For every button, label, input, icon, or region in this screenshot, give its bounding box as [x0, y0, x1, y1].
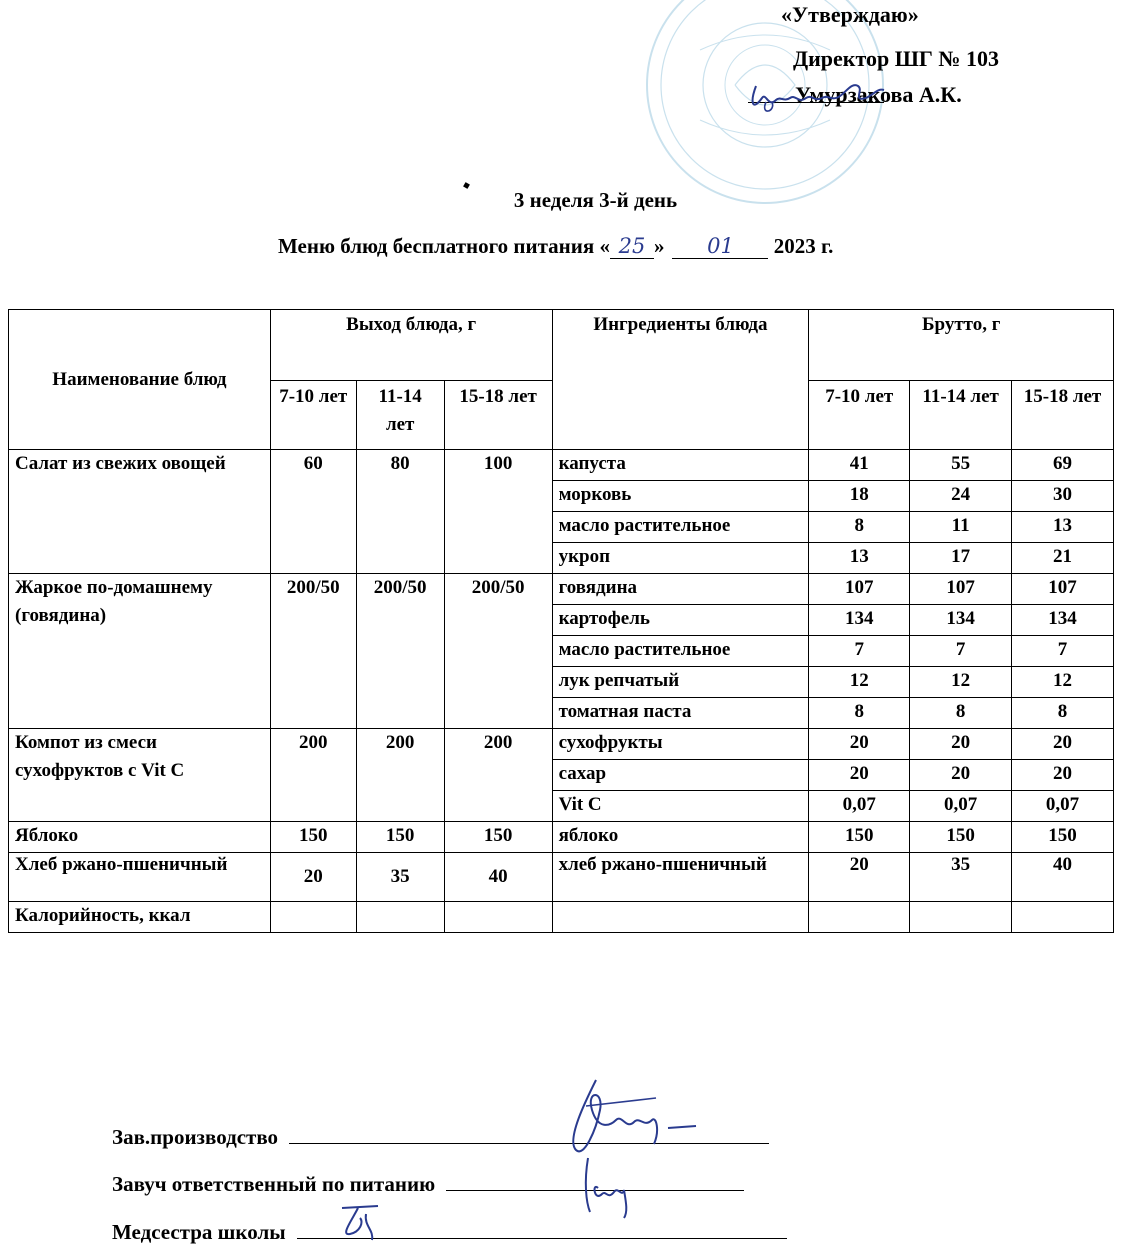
ingredient-name: лук репчатый — [552, 667, 809, 698]
brutto-value: 20 — [1012, 760, 1114, 791]
brutto-value: 107 — [809, 574, 910, 605]
calories-cell — [1012, 902, 1114, 933]
dish-name: Яблоко — [9, 822, 271, 853]
dish-output: 20 — [270, 853, 356, 902]
brutto-value: 12 — [910, 667, 1012, 698]
dish-output: 200/50 — [356, 574, 444, 729]
brutto-value: 30 — [1012, 481, 1114, 512]
header-dish-name: Наименование блюд — [9, 310, 271, 450]
brutto-value: 55 — [910, 450, 1012, 481]
nurse-signature — [330, 1200, 390, 1245]
table-row — [9, 729, 1114, 760]
brutto-value: 20 — [1012, 729, 1114, 760]
ingredient-name: масло растительное — [552, 636, 809, 667]
brutto-value: 40 — [1012, 853, 1114, 902]
brutto-value: 20 — [809, 729, 910, 760]
dish-output: 150 — [270, 822, 356, 853]
brutto-value: 8 — [809, 698, 910, 729]
calories-cell — [910, 902, 1012, 933]
menu-day-field: 25 — [610, 234, 654, 259]
brutto-value: 0,07 — [1012, 791, 1114, 822]
brutto-value: 0,07 — [910, 791, 1012, 822]
header-brutto-age-3: 15-18 лет — [1012, 381, 1114, 450]
header-output-age-3: 15-18 лет — [444, 381, 552, 450]
brutto-value: 41 — [809, 450, 910, 481]
brutto-value: 20 — [910, 760, 1012, 791]
header-output: Выход блюда, г — [270, 310, 552, 381]
header-ingredients: Ингредиенты блюда — [552, 310, 809, 450]
brutto-value: 12 — [809, 667, 910, 698]
brutto-value: 69 — [1012, 450, 1114, 481]
footer-head-teacher-line — [112, 1172, 744, 1197]
calories-cell — [356, 902, 444, 933]
menu-title-prefix: Меню блюд бесплатного питания « — [278, 234, 610, 258]
brutto-value: 7 — [1012, 636, 1114, 667]
dish-output: 150 — [356, 822, 444, 853]
brutto-value: 134 — [809, 605, 910, 636]
brutto-value: 8 — [809, 512, 910, 543]
brutto-value: 150 — [1012, 822, 1114, 853]
dish-output: 200/50 — [270, 574, 356, 729]
brutto-value: 150 — [910, 822, 1012, 853]
brutto-value: 13 — [809, 543, 910, 574]
footer-head-teacher-label: Завуч ответственный по питанию — [112, 1172, 436, 1196]
head-teacher-signature — [578, 1152, 638, 1222]
approval-title: «Утверждаю» — [781, 2, 919, 27]
brutto-value: 20 — [809, 853, 910, 902]
footer-nurse-line — [112, 1220, 787, 1245]
brutto-value: 13 — [1012, 512, 1114, 543]
menu-month-field: 01 — [672, 234, 768, 259]
calories-cell — [444, 902, 552, 933]
header-brutto: Брутто, г — [809, 310, 1114, 381]
ingredient-name: Vit C — [552, 791, 809, 822]
table-row — [9, 853, 1114, 902]
ingredient-name: капуста — [552, 450, 809, 481]
director-name: Умурзакова А.К. — [795, 82, 962, 107]
production-signature — [556, 1070, 706, 1160]
brutto-value: 8 — [1012, 698, 1114, 729]
ingredient-name: масло растительное — [552, 512, 809, 543]
header-brutto-age-1: 7-10 лет — [809, 381, 910, 450]
dish-name: Компот из смеси сухофруктов с Vit C — [9, 729, 271, 822]
calories-label: Калорийность, ккал — [9, 902, 271, 933]
brutto-value: 12 — [1012, 667, 1114, 698]
table-row — [9, 822, 1114, 853]
menu-year: 2023 г. — [773, 234, 834, 258]
dish-output: 200 — [270, 729, 356, 822]
dish-output: 200 — [444, 729, 552, 822]
dish-output: 200 — [356, 729, 444, 822]
footer-production-label: Зав.производство — [112, 1125, 279, 1149]
brutto-value: 24 — [910, 481, 1012, 512]
dish-name: Салат из свежих овощей — [9, 450, 271, 574]
calories-cell — [270, 902, 356, 933]
ingredient-name: яблоко — [552, 822, 809, 853]
brutto-value: 20 — [809, 760, 910, 791]
brutto-value: 7 — [809, 636, 910, 667]
brutto-value: 20 — [910, 729, 1012, 760]
header-output-age-2: 11-14 лет — [356, 381, 444, 450]
calories-cell — [552, 902, 809, 933]
ingredient-name: укроп — [552, 543, 809, 574]
brutto-value: 134 — [1012, 605, 1114, 636]
ingredient-name: картофель — [552, 605, 809, 636]
ingredient-name: сухофрукты — [552, 729, 809, 760]
brutto-value: 35 — [910, 853, 1012, 902]
dish-output: 80 — [356, 450, 444, 574]
brutto-value: 17 — [910, 543, 1012, 574]
header-output-age-1: 7-10 лет — [270, 381, 356, 450]
dish-output: 200/50 — [444, 574, 552, 729]
director-signature — [706, 72, 896, 116]
dish-output: 35 — [356, 853, 444, 902]
menu-table — [8, 309, 1114, 933]
dish-output: 60 — [270, 450, 356, 574]
ingredient-name: морковь — [552, 481, 809, 512]
ingredient-name: говядина — [552, 574, 809, 605]
dish-output: 150 — [444, 822, 552, 853]
brutto-value: 7 — [910, 636, 1012, 667]
footer-nurse-label: Медсестра школы — [112, 1220, 286, 1244]
dish-output: 40 — [444, 853, 552, 902]
ingredient-name: сахар — [552, 760, 809, 791]
brutto-value: 21 — [1012, 543, 1114, 574]
dish-name: Хлеб ржано-пшеничный — [9, 853, 271, 902]
dish-name: Жаркое по-домашнему (говядина) — [9, 574, 271, 729]
brutto-value: 0,07 — [809, 791, 910, 822]
menu-quote-close: » — [653, 234, 665, 258]
brutto-value: 150 — [809, 822, 910, 853]
brutto-value: 11 — [910, 512, 1012, 543]
brutto-value: 18 — [809, 481, 910, 512]
header-brutto-age-2: 11-14 лет — [910, 381, 1012, 450]
menu-title — [278, 234, 833, 259]
ingredient-name: томатная паста — [552, 698, 809, 729]
brutto-value: 107 — [1012, 574, 1114, 605]
table-row — [9, 574, 1114, 605]
ingredient-name: хлеб ржано-пшеничный — [552, 853, 809, 902]
brutto-value: 134 — [910, 605, 1012, 636]
dish-output: 100 — [444, 450, 552, 574]
week-day-title: 3 неделя 3-й день — [513, 188, 678, 212]
table-row-calories — [9, 902, 1114, 933]
director-title: Директор ШГ № 103 — [793, 46, 1000, 71]
brutto-value: 107 — [910, 574, 1012, 605]
table-row — [9, 450, 1114, 481]
brutto-value: 8 — [910, 698, 1012, 729]
calories-cell — [809, 902, 910, 933]
